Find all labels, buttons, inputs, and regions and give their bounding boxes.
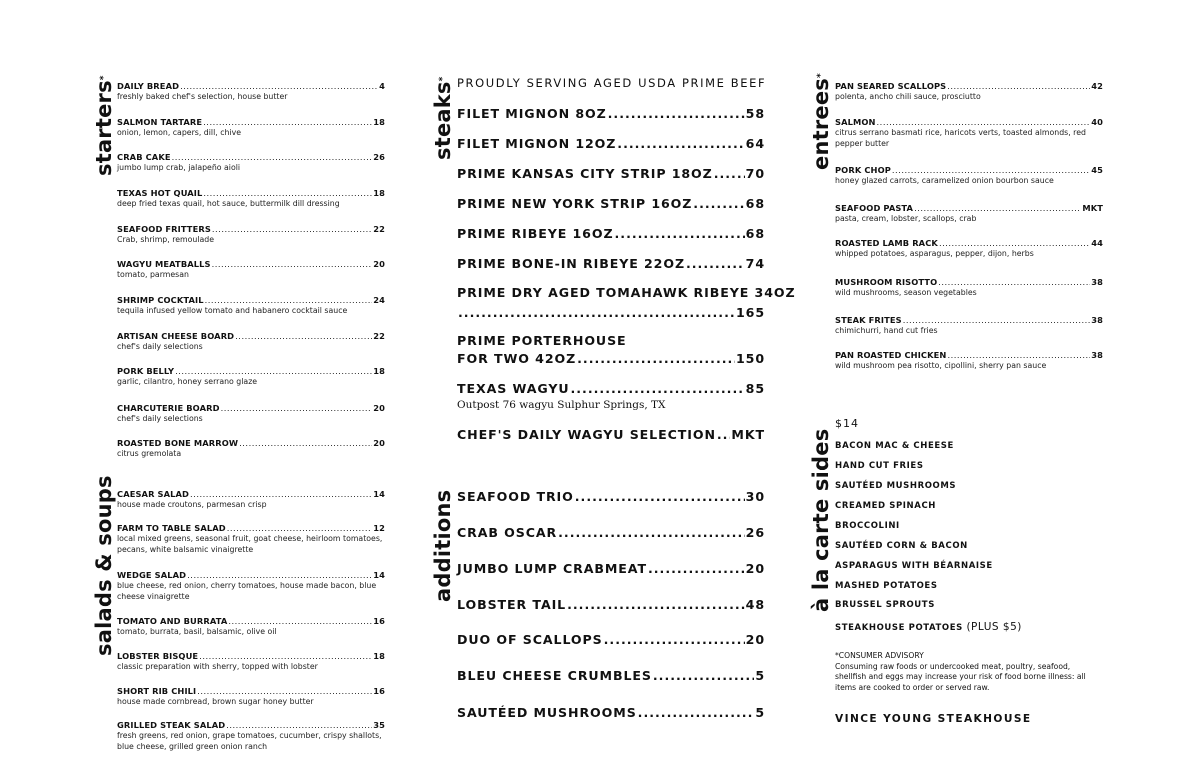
menu-item: SHORT RIB CHILI ..... 16 house made cornbread, brown sugar honey butter — [117, 686, 385, 708]
advisory-mark: * — [438, 76, 448, 82]
menu-item: GRILLED STEAK SALAD ..... 35 fresh greens, red onion, grape tomatoes, cucumber, crispy shallots, blue cheese, grilled green onion ranch — [117, 720, 385, 752]
menu-item: TEXAS HOT QUAIL ..... 18 deep fried texas quail, hot sauce, buttermilk dill dressing — [117, 188, 385, 210]
menu-item: TEXAS WAGYU ..... 85 Outpost 76 wagyu Sulphur Springs, TX — [457, 381, 765, 411]
additions-heading: additions — [431, 489, 455, 602]
side-item: MASHED POTATOES — [835, 581, 938, 591]
menu-item: DAILY BREAD ..... 4 freshly baked chef's selection, house butter — [117, 81, 385, 103]
menu-item: CRAB CAKE ..... 26 jumbo lump crab, jalapeño aioli — [117, 152, 385, 174]
sides-price: $14 — [835, 417, 859, 430]
restaurant-name: VINCE YOUNG STEAKHOUSE — [835, 713, 1032, 725]
menu-item: TOMATO AND BURRATA ..... 16 tomato, burrata, basil, balsamic, olive oil — [117, 616, 385, 638]
menu-item: PRIME BONE-IN RIBEYE 22OZ ..... 74 — [457, 256, 765, 271]
menu-item: SEAFOOD TRIO ..... 30 — [457, 489, 765, 504]
side-item: SAUTÉED CORN & BACON — [835, 541, 968, 551]
menu-item: SALMON TARTARE ..... 18 onion, lemon, capers, dill, chive — [117, 117, 385, 139]
salads-heading: salads & soups — [92, 475, 116, 656]
menu-item: JUMBO LUMP CRABMEAT ..... 20 — [457, 561, 765, 576]
menu-item: SHRIMP COCKTAIL ..... 24 tequila infused yellow tomato and habanero cocktail sauce — [117, 295, 385, 317]
starters-heading: starters* — [92, 75, 116, 176]
menu-item: LOBSTER BISQUE ..... 18 classic preparation with sherry, topped with lobster — [117, 651, 385, 673]
menu-item: CHEF'S DAILY WAGYU SELECTION ..... MKT — [457, 427, 765, 442]
menu-item: SALMON ..... 40 citrus serrano basmati rice, haricots verts, toasted almonds, red pepper butter — [835, 117, 1103, 149]
menu-item: MUSHROOM RISOTTO ..... 38 wild mushrooms, season vegetables — [835, 277, 1103, 299]
menu-item: WEDGE SALAD ..... 14 blue cheese, red onion, cherry tomatoes, house made bacon, blue cheese vinaigrette — [117, 570, 385, 602]
menu-item: PAN ROASTED CHICKEN ..... 38 wild mushroom pea risotto, cipollini, sherry pan sauce — [835, 350, 1103, 372]
menu-item: PRIME KANSAS CITY STRIP 18OZ ..... 70 — [457, 166, 765, 181]
menu-item: PORK CHOP ..... 45 honey glazed carrots, caramelized onion bourbon sauce — [835, 165, 1103, 187]
menu-item: LOBSTER TAIL ..... 48 — [457, 597, 765, 612]
side-item: BACON MAC & CHEESE — [835, 441, 954, 451]
menu-item: PRIME DRY AGED TOMAHAWK RIBEYE 34OZ ..... 165 — [457, 285, 765, 320]
steaks-heading: steaks* — [431, 76, 455, 160]
menu-item: SEAFOOD PASTA ..... MKT pasta, cream, lobster, scallops, crab — [835, 203, 1103, 225]
entrees-heading: entrees* — [809, 73, 833, 170]
menu-item: DUO OF SCALLOPS ..... 20 — [457, 632, 765, 647]
side-item: BRUSSEL SPROUTS — [835, 600, 935, 610]
menu-item: PRIME PORTERHOUSE FOR TWO 42OZ ..... 150 — [457, 333, 765, 366]
menu-item: CHARCUTERIE BOARD ..... 20 chef's daily selections — [117, 403, 385, 425]
menu-item: FILET MIGNON 8OZ ..... 58 — [457, 106, 765, 121]
menu-item: PRIME NEW YORK STRIP 16OZ ..... 68 — [457, 196, 765, 211]
menu-item: PAN SEARED SCALLOPS ..... 42 polenta, ancho chili sauce, prosciutto — [835, 81, 1103, 103]
side-item: STEAKHOUSE POTATOES (PLUS $5) — [835, 621, 1022, 633]
menu-item: CAESAR SALAD ..... 14 house made croutons, parmesan crisp — [117, 489, 385, 511]
menu-item: PRIME RIBEYE 16OZ ..... 68 — [457, 226, 765, 241]
sides-heading: à la carte sides — [809, 428, 833, 612]
menu-item: ROASTED BONE MARROW ..... 20 citrus gremolata — [117, 438, 385, 460]
side-item: ASPARAGUS WITH BÉARNAISE — [835, 561, 993, 571]
advisory-mark: * — [816, 73, 826, 79]
menu-item: SAUTÉED MUSHROOMS ..... 5 — [457, 705, 765, 720]
menu-item: BLEU CHEESE CRUMBLES ..... 5 — [457, 668, 765, 683]
menu-item: FILET MIGNON 12OZ ..... 64 — [457, 136, 765, 151]
side-item: BROCCOLINI — [835, 521, 900, 531]
menu-item: ROASTED LAMB RACK ..... 44 whipped potatoes, asparagus, pepper, dijon, herbs — [835, 238, 1103, 260]
side-item: HAND CUT FRIES — [835, 461, 924, 471]
sides-note: (PLUS $5) — [966, 621, 1022, 633]
menu-item: SEAFOOD FRITTERS ..... 22 Crab, shrimp, remoulade — [117, 224, 385, 246]
menu-item: FARM TO TABLE SALAD ..... 12 local mixed greens, seasonal fruit, goat cheese, heirloom tomatoes, pecans, white balsamic vinaigrette — [117, 523, 385, 555]
advisory-mark: * — [99, 75, 109, 81]
menu-item: PORK BELLY ..... 18 garlic, cilantro, honey serrano glaze — [117, 366, 385, 388]
menu-item: STEAK FRITES ..... 38 chimichurri, hand cut fries — [835, 315, 1103, 337]
consumer-advisory: *CONSUMER ADVISORY Consuming raw foods or undercooked meat, poultry, seafood, shellfish and eggs may increase your risk of food borne illness: all items are cooked to order or served raw. — [835, 651, 1086, 692]
menu-item: CRAB OSCAR ..... 26 — [457, 525, 765, 540]
menu-item: ARTISAN CHEESE BOARD ..... 22 chef's daily selections — [117, 331, 385, 353]
side-item: CREAMED SPINACH — [835, 501, 937, 511]
menu-item: WAGYU MEATBALLS ..... 20 tomato, parmesan — [117, 259, 385, 281]
side-item: SAUTÉED MUSHROOMS — [835, 481, 957, 491]
steaks-intro: PROUDLY SERVING AGED USDA PRIME BEEF — [457, 76, 767, 90]
